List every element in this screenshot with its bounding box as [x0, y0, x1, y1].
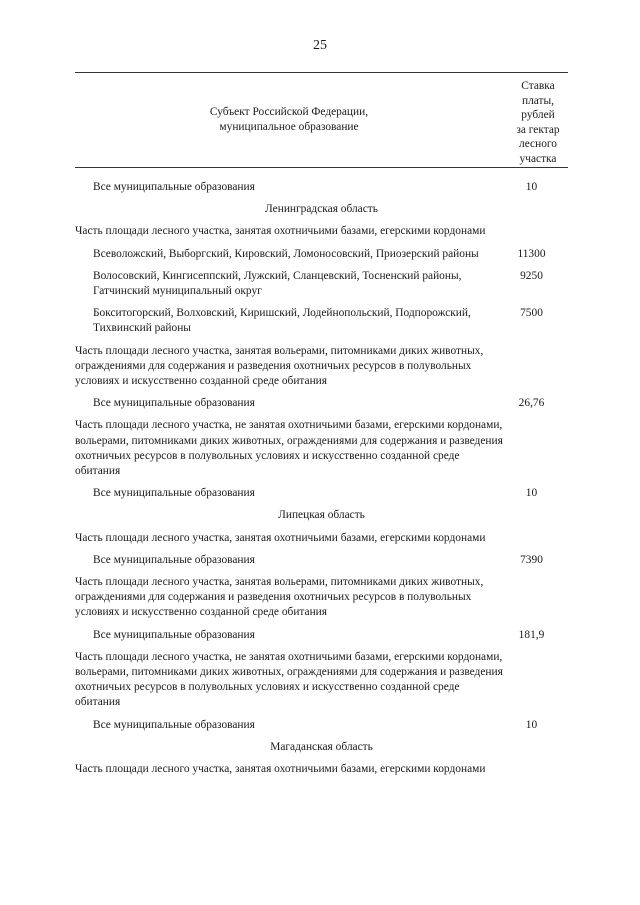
- group-row: [75, 650, 568, 711]
- row-label: Бокситогорский, Волховский, Киришский, Лодейнопольский, Подпорожский, Тихвинский районы: [93, 307, 471, 335]
- table-row: [75, 269, 568, 299]
- region-heading: [75, 740, 568, 755]
- row-label: Волосовский, Кингисеппский, Лужский, Сланцевский, Тосненский районы, Гатчинский муниципальный округ: [93, 269, 462, 298]
- row-label: Все муниципальные образования: [93, 553, 255, 566]
- region-name: Магаданская область: [270, 740, 373, 753]
- row-label: Все муниципальные образования: [93, 718, 255, 731]
- row-label: Все муниципальные образования: [93, 628, 255, 641]
- row-label: Часть площади лесного участка, не занятая охотничьими базами, егерскими кордонами, вольерами, питомниками диких животных, ограждениями для содержания и разведения охотничьих ресурсов в полувольных условиях и искусственно созданной среде обитания: [75, 650, 503, 709]
- table-row: [75, 553, 568, 568]
- row-label: Все муниципальные образования: [93, 397, 255, 410]
- rate-value: 7500: [520, 307, 543, 320]
- group-row: [75, 531, 568, 546]
- header-rate: Ставка платы, рублей за гектар лесного участка: [516, 80, 560, 165]
- rate-value: 7390: [520, 553, 543, 566]
- table-row: [75, 628, 568, 643]
- rate-value: 10: [525, 718, 538, 731]
- row-label: Всеволожский, Выборгский, Кировский, Ломоносовский, Приозерский районы: [93, 247, 479, 260]
- table-body: [75, 168, 568, 777]
- row-label: Часть площади лесного участка, занятая охотничьими базами, егерскими кордонами: [75, 763, 486, 776]
- table-row: [75, 486, 568, 501]
- group-row: [75, 418, 568, 479]
- rate-value: 26,76: [518, 397, 545, 410]
- group-row: [75, 344, 568, 390]
- row-label: Все муниципальные образования: [93, 181, 255, 193]
- row-label: Часть площади лесного участка, занятая вольерами, питомниками диких животных, ограждениями для содержания и разведения охотничьих ресурсов в полувольных условиях и искусственно созданной среде обитания: [75, 576, 484, 619]
- rate-value: 10: [525, 487, 538, 500]
- table-row: [75, 718, 568, 733]
- region-name: Ленинградская область: [265, 203, 378, 216]
- header-subject: Субъект Российской Федерации, муниципальное образование: [209, 105, 369, 133]
- group-row: [75, 224, 568, 239]
- rate-value: 9250: [520, 269, 543, 282]
- region-name: Липецкая область: [278, 509, 365, 522]
- table-row: [75, 396, 568, 411]
- page-number: 25: [313, 38, 327, 53]
- rate-value: 181,9: [518, 628, 545, 641]
- table-row: [75, 306, 568, 336]
- table-header: [75, 72, 568, 168]
- table-row: [75, 247, 568, 262]
- rate-value: 11300: [517, 247, 546, 260]
- group-row: [75, 762, 568, 777]
- rate-value: 10: [525, 181, 538, 193]
- row-label: Часть площади лесного участка, занятая охотничьими базами, егерскими кордонами: [75, 531, 486, 544]
- row-label: Все муниципальные образования: [93, 487, 255, 500]
- row-label: Часть площади лесного участка, занятая вольерами, питомниками диких животных, ограждениями для содержания и разведения охотничьих ресурсов в полувольных условиях и искусственно созданной среде обитания: [75, 344, 484, 388]
- rates-table: [75, 72, 568, 784]
- row-label: Часть площади лесного участка, не занятая охотничьими базами, егерскими кордонами, вольерами, питомниками диких животных, ограждениями для содержания и разведения охотничьих ресурсов в полувольных условиях и искусственно созданной среде обитания: [75, 419, 503, 478]
- row-label: Часть площади лесного участка, занятая охотничьими базами, егерскими кордонами: [75, 225, 486, 238]
- region-heading: [75, 202, 568, 217]
- table-row: [75, 180, 568, 195]
- region-heading: [75, 508, 568, 523]
- group-row: [75, 575, 568, 621]
